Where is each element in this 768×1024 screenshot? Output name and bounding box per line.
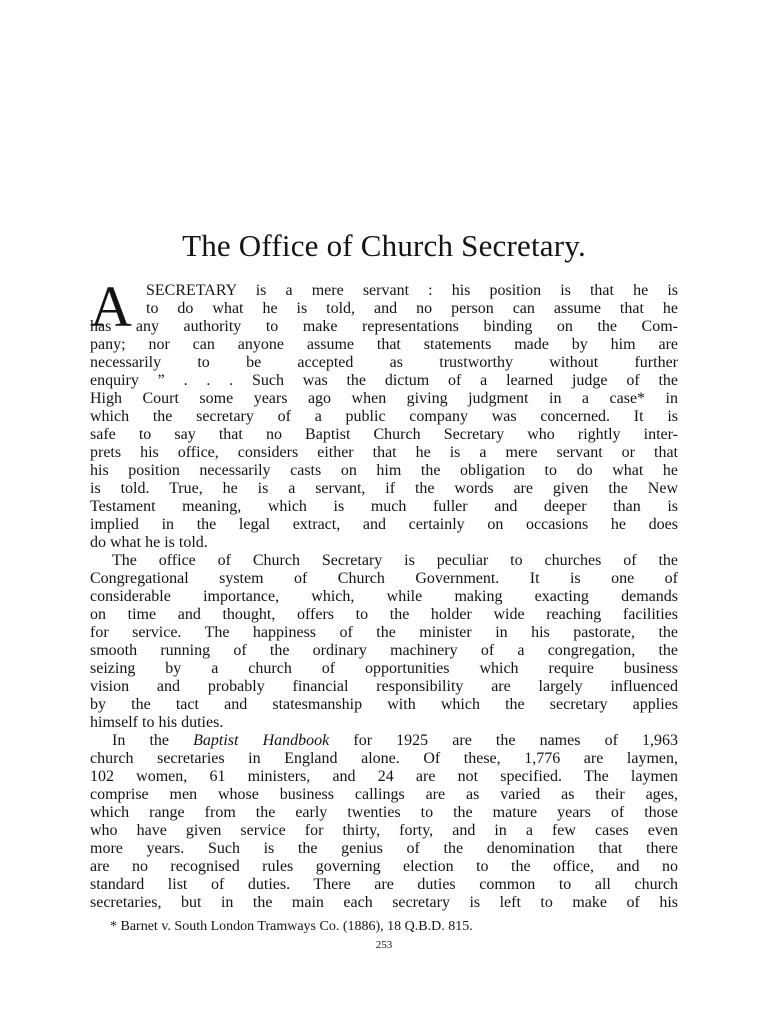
text-line: standard list of duties. There are duties common to all church	[90, 876, 678, 893]
text-line: church secretaries in England alone. Of these, 1,776 are laymen,	[90, 750, 678, 767]
page-number: 253	[375, 939, 393, 951]
text-line: 102 women, 61 ministers, and 24 are not specified. The laymen	[90, 768, 678, 785]
text-line: which the secretary of a public company was concerned. It is	[90, 408, 678, 425]
text-run: In the	[112, 732, 194, 749]
text-line: necessarily to be accepted as trustworthy without further	[90, 354, 678, 371]
text-line: more years. Such is the genius of the denomination that there	[90, 840, 678, 857]
text-line: which range from the early twenties to the mature years of those	[90, 804, 678, 821]
text-line: to do what he is told, and no person can assume that he	[146, 300, 678, 317]
drop-cap: A	[90, 274, 132, 339]
text-line: seizing by a church of opportunities which require business	[90, 660, 678, 677]
text-line: pany; nor can anyone assume that statements made by him are	[90, 336, 678, 353]
text-run: for 1925 are the names of 1,963	[329, 732, 678, 749]
text-line: who have given service for thirty, forty, and in a few cases even	[90, 822, 678, 839]
page-title: The Office of Church Secretary.	[182, 228, 586, 263]
text-line: by the tact and statesmanship with which the secretary applies	[90, 696, 678, 713]
text-line: are no recognised rules governing election to the office, and no	[90, 858, 678, 875]
text-line: his position necessarily casts on him the obligation to do what he	[90, 462, 678, 479]
text-line: implied in the legal extract, and certainly on occasions he does	[90, 516, 678, 533]
text-line: smooth running of the ordinary machinery of a congregation, the	[90, 642, 678, 659]
text-line: safe to say that no Baptist Church Secretary who rightly inter-	[90, 426, 678, 443]
text-line: High Court some years ago when giving judgment in a case* in	[90, 390, 678, 407]
text-line: The office of Church Secretary is peculiar to churches of the	[112, 552, 678, 569]
text-line: vision and probably financial responsibility are largely influenced	[90, 678, 678, 695]
text-line: considerable importance, which, while making exacting demands	[90, 588, 678, 605]
text-line: SECRETARY is a mere servant : his position is that he is	[146, 282, 678, 299]
text-line: on time and thought, offers to the holder wide reaching facilities	[90, 606, 678, 623]
text-line: comprise men whose business callings are as varied as their ages,	[90, 786, 678, 803]
text-line	[112, 732, 678, 750]
text-line: is told. True, he is a servant, if the words are given the New	[90, 480, 678, 497]
book-title: Baptist Handbook	[193, 732, 330, 749]
text-line: Testament meaning, which is much fuller and deeper than is	[90, 498, 678, 515]
text-line: for service. The happiness of the minister in his pastorate, the	[90, 624, 678, 641]
text-line: prets his office, considers either that he is a mere servant or that	[90, 444, 678, 461]
footnote: * Barnet v. South London Tramways Co. (1886), 18 Q.B.D. 815.	[110, 919, 473, 934]
text-line: secretaries, but in the main each secretary is left to make of his	[90, 894, 678, 911]
text-line: himself to his duties.	[90, 714, 224, 731]
text-line: enquiry ” . . . Such was the dictum of a learned judge of the	[90, 372, 678, 389]
text-line: Congregational system of Church Government. It is one of	[90, 570, 678, 587]
text-line: has any authority to make representations binding on the Com-	[90, 318, 678, 335]
text-line: do what he is told.	[90, 534, 208, 551]
